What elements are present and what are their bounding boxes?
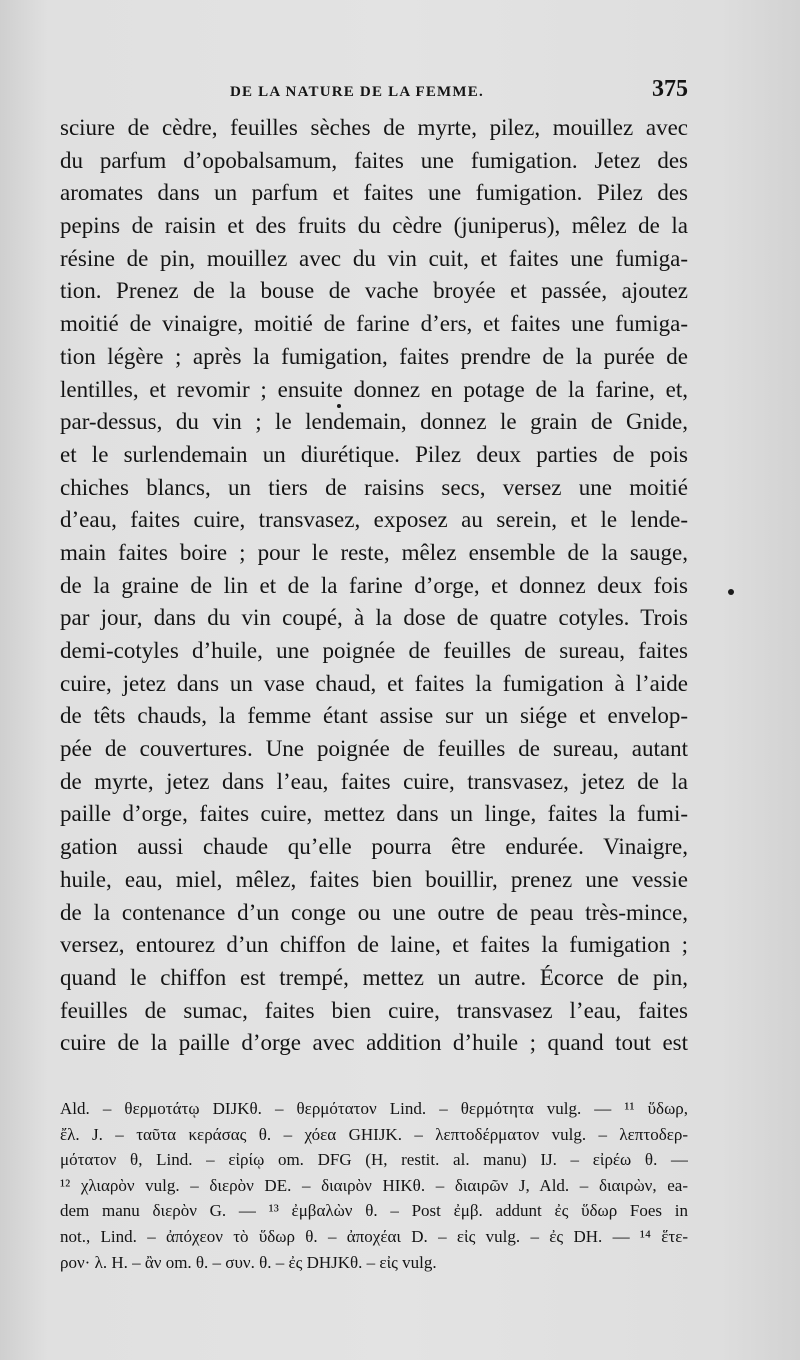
- text-line: feuilles de sumac, faites bien cuire, transvasez l’eau, faites: [60, 997, 688, 1023]
- footnote-line: not., Lind. – ἀπόχεον τὸ ὕδωρ θ. – ἀποχέαι D. – εἰς vulg. – ἐς DH. — ¹⁴ ἕτε-: [60, 1226, 688, 1246]
- text-line: de la graine de lin et de la farine d’orge, et donnez deux fois: [60, 572, 688, 598]
- ink-spot: [728, 589, 734, 595]
- main-text: [60, 112, 688, 1060]
- text-line: moitié de vinaigre, moitié de farine d’ers, et faites une fumiga-: [60, 311, 688, 337]
- text-line: gation aussi chaude qu’elle pourra être endurée. Vinaigre,: [60, 834, 688, 860]
- text-line: tion. Prenez de la bouse de vache broyée et passée, ajoutez: [60, 278, 688, 304]
- text-line: pée de couvertures. Une poignée de feuilles de sureau, autant: [60, 736, 688, 762]
- text-line: de la contenance d’un conge ou une outre de peau très-mince,: [60, 899, 688, 925]
- text-line: pepins de raisin et des fruits du cèdre (juniperus), mêlez de la: [60, 213, 688, 239]
- footnote-line: ρον· λ. H. – ἂν om. θ. – συν. θ. – ἐς DHJKθ. – εἰς vulg.: [60, 1252, 437, 1272]
- text-line: demi-cotyles d’huile, une poignée de feuilles de sureau, faites: [60, 638, 688, 663]
- footnote-line: ἔλ. J. – ταῦτα κεράσας θ. – χόεα GHIJK. – λεπτοδέρματον vulg. – λεπτοδερ-: [60, 1124, 688, 1144]
- footnote-line: ¹² χλιαρὸν vulg. – διερὸν DE. – διαιρὸν HIKθ. – διαιρῶν J, Ald. – διαιρὼν, ea-: [60, 1175, 688, 1195]
- text-line: versez, entourez d’un chiffon de laine, et faites la fumigation ;: [60, 932, 688, 958]
- ink-spot: [337, 404, 341, 408]
- text-line: d’eau, faites cuire, transvasez, exposez au serein, et le lende-: [60, 507, 688, 533]
- text-line: cuire, jetez dans un vase chaud, et faites la fumigation à l’aide: [60, 670, 688, 696]
- text-line: et le surlendemain un diurétique. Pilez deux parties de pois: [60, 441, 688, 467]
- running-title: DE LA NATURE DE LA FEMME.: [230, 84, 484, 100]
- page-header: [60, 76, 688, 112]
- footnote-line: μότατον θ, Lind. – εἰρίῳ om. DFG (H, restit. al. manu) IJ. – εἰρέω θ. —: [60, 1150, 688, 1170]
- text-line: huile, eau, miel, mêlez, faites bien bouillir, prenez une vessie: [60, 866, 688, 892]
- footnote-line: Ald. – θερμοτάτῳ DIJKθ. – θερμότατον Lind. – θερμότητα vulg. — ¹¹ ὕδωρ,: [60, 1099, 688, 1118]
- text-line: paille d’orge, faites cuire, mettez dans un linge, faites la fumi-: [60, 801, 688, 827]
- text-line: lentilles, et revomir ; ensuite donnez en potage de la farine, et,: [60, 376, 688, 402]
- text-line: main faites boire ; pour le reste, mêlez ensemble de la sauge,: [60, 539, 688, 565]
- footnotes: [60, 1096, 688, 1275]
- text-line: du parfum d’opobalsamum, faites une fumigation. Jetez des: [60, 147, 688, 173]
- text-line: aromates dans un parfum et faites une fumigation. Pilez des: [60, 180, 688, 206]
- text-line: de têts chauds, la femme étant assise sur un siége et envelop-: [60, 703, 688, 729]
- text-line: de myrte, jetez dans l’eau, faites cuire, transvasez, jetez de la: [60, 768, 688, 794]
- page-number: 375: [652, 76, 688, 102]
- text-line: résine de pin, mouillez avec du vin cuit, et faites une fumiga-: [60, 245, 688, 271]
- text-line: par-dessus, du vin ; le lendemain, donnez le grain de Gnide,: [60, 409, 688, 435]
- text-line: cuire de la paille d’orge avec addition d’huile ; quand tout est: [60, 1030, 688, 1056]
- footnote-line: dem manu διερὸν G. — ¹³ ἐμβαλὼν θ. – Post ἐμβ. addunt ἐς ὕδωρ Foes in: [60, 1201, 688, 1221]
- text-line: par jour, dans du vin coupé, à la dose de quatre cotyles. Trois: [60, 605, 688, 631]
- text-line: chiches blancs, un tiers de raisins secs, versez une moitié: [60, 474, 688, 500]
- text-line: sciure de cèdre, feuilles sèches de myrte, pilez, mouillez avec: [60, 115, 688, 140]
- text-line: tion légère ; après la fumigation, faites prendre de la purée de: [60, 343, 688, 369]
- text-line: quand le chiffon est trempé, mettez un autre. Écorce de pin,: [60, 964, 688, 990]
